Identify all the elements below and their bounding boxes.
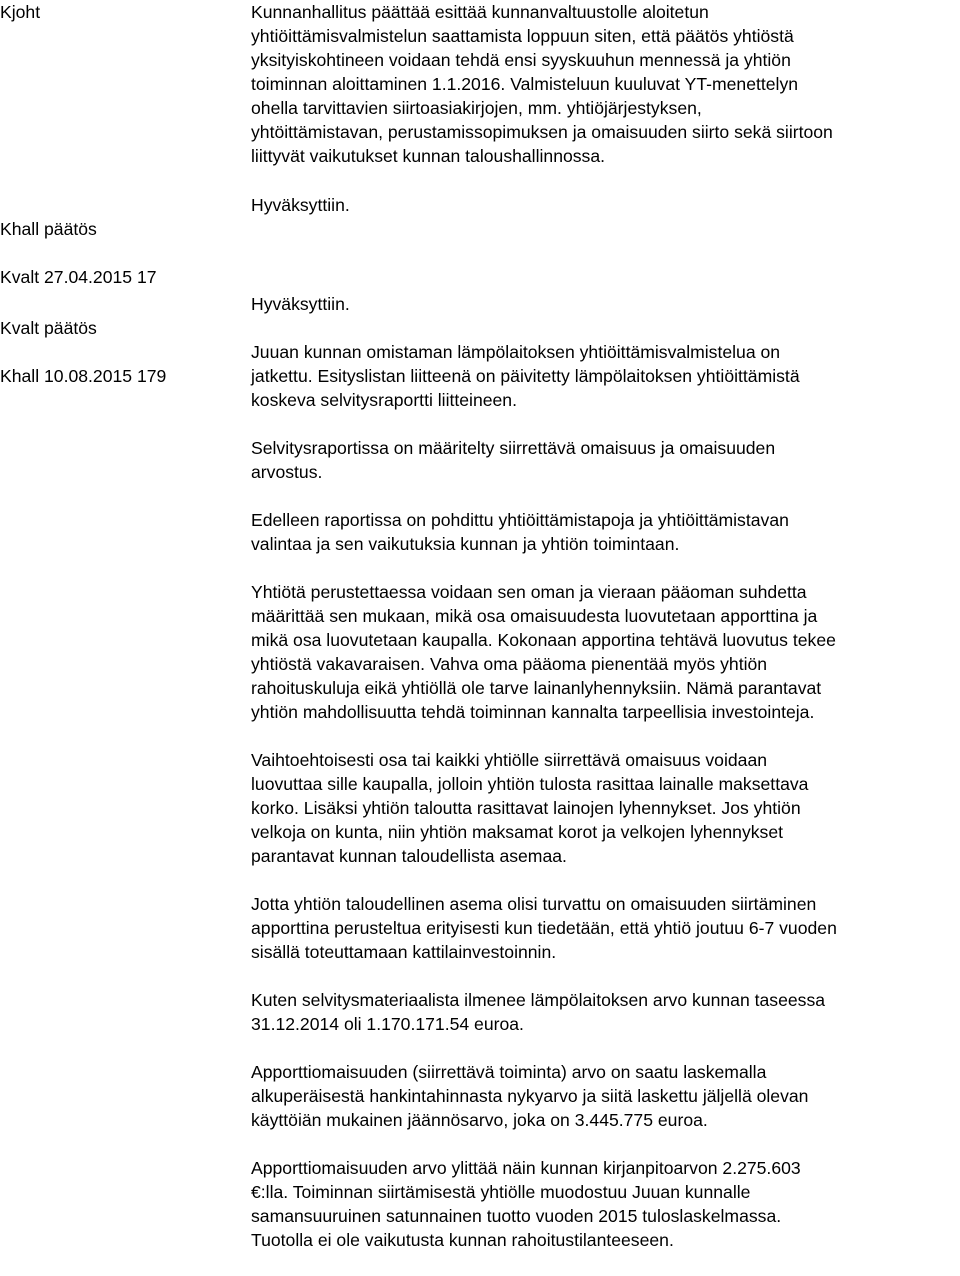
text-line: käyttöiän mukainen jäännösarvo, joka on 3.445.775 euroa. <box>251 1110 708 1130</box>
text-line: Apporttiomaisuuden (siirrettävä toiminta) arvo on saatu laskemalla <box>251 1062 767 1082</box>
section-kjoht-text <box>251 0 960 192</box>
text-line: korko. Lisäksi yhtiön taloutta rasittavat lainojen lyhennykset. Jos yhtiön <box>251 798 801 818</box>
label-title: Khall päätös <box>0 219 97 239</box>
text-line: Juuan kunnan omistaman lämpölaitoksen yhtiöittämisvalmistelua on <box>251 342 781 362</box>
text-line: parantavat kunnan taloudellista asemaa. <box>251 846 567 866</box>
text-line: Yhtiötä perustettaessa voidaan sen oman ja vieraan pääoman suhdetta <box>251 582 807 602</box>
text-line: €:lla. Toiminnan siirtämisestä yhtiölle muodostuu Juuan kunnalle <box>251 1182 751 1202</box>
text-line: apporttina perusteltua erityisesti kun tiedetään, että yhtiö joutuu 6-7 vuoden <box>251 918 837 938</box>
text-line: arvostus. <box>251 462 323 482</box>
text-line: määrittää sen mukaan, mikä osa omaisuudesta luovutetaan apporttina ja <box>251 606 818 626</box>
text-line: velkoja on kunta, niin yhtiön maksamat korot ja velkojen lyhennykset <box>251 822 784 842</box>
text-line: Kunnanhallitus päättää esittää kunnanvaltuustolle aloitetun <box>251 2 709 22</box>
text-line: luovuttaa sille kaupalla, jolloin yhtiön tulosta rasittaa lainalle maksettava <box>251 774 809 794</box>
text-line: Apporttiomaisuuden arvo ylittää näin kunnan kirjanpitoarvon 2.275.603 <box>251 1158 801 1178</box>
label-title: Kvalt päätös <box>0 318 97 338</box>
decision-text: Hyväksyttiin. <box>251 294 350 314</box>
section-kvalt-label <box>0 292 240 412</box>
paragraph <box>251 1156 960 1252</box>
text-line: Tuotolla ei ole vaikutusta kunnan rahoitustilanteeseen. <box>251 1230 674 1250</box>
paragraph <box>251 988 960 1036</box>
text-line: Selvitysraportissa on määritelty siirrettävä omaisuus ja omaisuuden <box>251 438 776 458</box>
text-line: yhtiön mahdollisuutta tehdä toiminnan kannalta tarpeellisia investointeja. <box>251 702 815 722</box>
section-khall-text <box>251 193 960 217</box>
text-line: koskeva selvitysraportti liitteineen. <box>251 390 517 410</box>
text-line: ohella tarvittavien siirtoasiakirjojen, mm. yhtiöjärjestyksen, <box>251 98 702 118</box>
text-line: liittyvät vaikutukset kunnan taloushallinnossa. <box>251 146 606 166</box>
paragraph <box>251 340 960 412</box>
text-line: 31.12.2014 oli 1.170.171.54 euroa. <box>251 1014 524 1034</box>
text-line: Vaihtoehtoisesti osa tai kaikki yhtiölle siirrettävä omaisuus voidaan <box>251 750 768 770</box>
text-line: Jotta yhtiön taloudellinen asema olisi turvattu on omaisuuden siirtäminen <box>251 894 817 914</box>
text-line: yhtiöstä vakavaraisen. Vahva oma pääoma pienentää myös yhtiön <box>251 654 768 674</box>
text-line: samansuuruinen satunnainen tuotto vuoden 2015 tuloslaskelmassa. <box>251 1206 782 1226</box>
paragraph <box>251 508 960 556</box>
label-meeting-ref: Kvalt 27.04.2015 17 <box>0 267 157 287</box>
paragraph <box>251 580 960 724</box>
label-meeting-ref: Khall 10.08.2015 179 <box>0 366 167 386</box>
text-line: sisällä toteuttamaan kattilainvestoinnin. <box>251 942 557 962</box>
paragraph <box>251 436 960 484</box>
section-kvalt-text <box>251 292 960 1276</box>
text-line: yhtiöittämisvalmistelun saattamista loppuun siten, että päätös yhtiöstä <box>251 26 794 46</box>
section-kjoht-label: Kjoht <box>0 2 41 22</box>
decision-text: Hyväksyttiin. <box>251 195 350 215</box>
text-line: valintaa ja sen vaikutuksia kunnan ja yhtiön toimintaan. <box>251 534 680 554</box>
text-line: yksityiskohtineen voidaan tehdä ensi syyskuuhun mennessä ja yhtiön <box>251 50 791 70</box>
text-line: jatkettu. Esityslistan liitteenä on päivitetty lämpölaitoksen yhtiöittämistä <box>251 366 800 386</box>
paragraph <box>251 748 960 868</box>
text-line: Edelleen raportissa on pohdittu yhtiöittämistapoja ja yhtiöittämistavan <box>251 510 789 530</box>
text-line: yhtöittämistavan, perustamissopimuksen ja omaisuuden siirto sekä siirtoon <box>251 122 833 142</box>
text-line: alkuperäisestä hankintahinnasta nykyarvo ja siitä laskettu jäljellä olevan <box>251 1086 809 1106</box>
paragraph <box>251 892 960 964</box>
text-line: toiminnan aloittaminen 1.1.2016. Valmisteluun kuuluvat YT-menettelyn <box>251 74 799 94</box>
paragraph <box>251 1060 960 1132</box>
text-line: rahoituskuluja eikä yhtiöllä ole tarve lainanlyhennyksiin. Nämä parantavat <box>251 678 822 698</box>
text-line: Kuten selvitysmateriaalista ilmenee lämpölaitoksen arvo kunnan taseessa <box>251 990 826 1010</box>
text-line: mikä osa luovutetaan kaupalla. Kokonaan apportina tehtävä luovutus tekee <box>251 630 836 650</box>
decision-paragraph <box>251 292 960 316</box>
paragraph <box>251 0 960 168</box>
